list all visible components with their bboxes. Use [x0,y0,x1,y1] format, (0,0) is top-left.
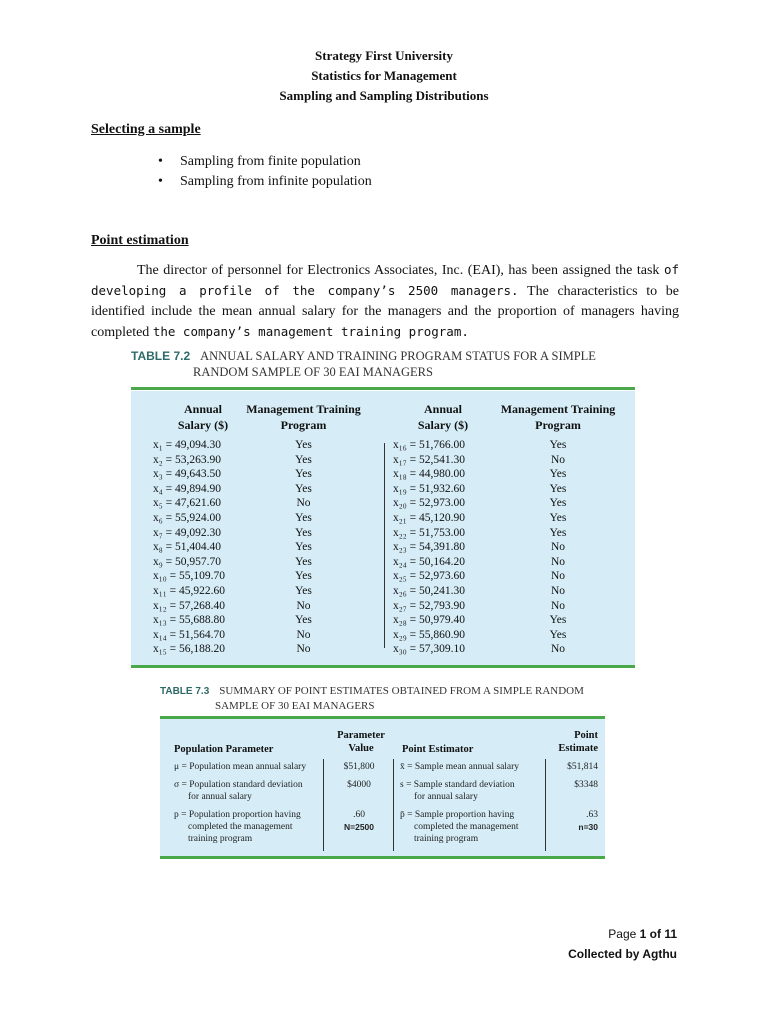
table-cell: Yes [295,584,312,597]
table72-title-line2: RANDOM SAMPLE OF 30 EAI MANAGERS [193,365,433,379]
bullet-item: • Sampling from infinite population [158,172,372,192]
column-divider [545,759,546,851]
table-cell: x₆ = 55,924.00 [153,511,221,524]
population-size: N=2500 [343,822,374,832]
para-text: The characteristics to be identified include the mean annual salary for the managers and the proportion of managers having completed [91,284,679,340]
table-cell: x₂₃ = 54,391.80 [393,541,466,554]
header-line: Point [574,730,598,741]
header-line: Value [348,743,374,754]
table-cell: Yes [295,453,312,466]
pop-std-value: $4000 [347,780,371,790]
cell-line: for annual salary [188,792,252,802]
col-header: Salary ($) [417,418,469,432]
table-cell: x₂₁ = 45,120.90 [393,511,466,524]
header-line: Estimate [558,743,598,754]
pop-std [174,779,303,803]
table-cell: Yes [549,497,567,510]
table-cell: Yes [549,511,567,524]
table-cell: No [296,497,311,510]
table-cell: Yes [549,468,567,481]
table-cell: x₂₂ = 51,753.00 [393,526,466,539]
table-cell: x₁₉ = 51,932.60 [393,482,466,495]
table-cell: No [550,599,566,612]
table72-label: TABLE 7.2 [131,349,191,363]
salary-values [393,438,493,657]
table-cell: Yes [295,570,312,583]
para-text: The director of personnel for Electronics Associates, Inc. (EAI), has been assigned the task [137,263,660,278]
table-cell: No [550,453,566,466]
table-cell: No [296,628,311,641]
page-total: 11 [664,927,677,941]
sample-std [400,779,515,803]
cell-line: for annual salary [414,792,478,802]
column-divider [384,443,385,648]
table-cell: Yes [549,482,567,495]
table72-top-rule [131,387,635,390]
bullet-item: • Sampling from finite population [158,152,372,172]
table-cell: No [550,643,566,656]
col-header: Program [280,418,327,432]
para-text-mono: of developing a profile of the company’s 2500 managers. [91,262,679,298]
page-prefix: Page [608,927,640,941]
table-cell: x₃ = 49,643.50 [153,468,221,481]
table72 [131,391,635,665]
pop-proportion-value [328,809,390,833]
table73-title-line2: SAMPLE OF 30 EAI MANAGERS [215,700,375,712]
table72-bottom-rule [131,665,635,668]
table-cell: x₁₀ = 55,109.70 [153,570,226,583]
table-cell: x₂₅ = 52,973.60 [393,570,466,583]
table-cell: x₈ = 51,404.40 [153,541,221,554]
table-cell: x₁₅ = 56,188.20 [153,643,226,656]
table-cell: x₁₄ = 51,564.70 [153,628,226,641]
table-cell: Yes [295,614,312,627]
table-cell: x₁₃ = 55,688.80 [153,614,226,627]
table-cell: Yes [549,526,567,539]
cell-line: p = Population proportion having [174,810,301,820]
table-cell: x₂₇ = 52,793.90 [393,599,466,612]
col-header: Program [535,418,581,432]
section-title-point-estimation: Point estimation [91,233,189,248]
cell-line: s = Sample standard deviation [400,780,515,790]
table-cell: x₁₂ = 57,268.40 [153,599,226,612]
table-cell: No [550,570,566,583]
cell-line: completed the management [188,822,293,832]
cell-line: .60 [353,810,365,820]
table-cell: Yes [295,541,312,554]
salary-values [153,438,253,657]
header-line: Parameter [337,730,385,741]
table-cell: Yes [295,555,312,568]
col-header-point-estimate [542,729,598,755]
table-cell: x₁₇ = 52,541.30 [393,453,466,466]
col-header-point-estimator: Point Estimator [402,744,474,755]
topic-title: Sampling and Sampling Distributions [279,88,489,103]
col-header: Salary ($) [177,418,229,432]
course-name: Statistics for Management [311,68,457,83]
table73-title-line1: SUMMARY OF POINT ESTIMATES OBTAINED FROM A SIMPLE RANDOM [219,685,584,697]
col-header-param-value [328,729,394,755]
col-header: Annual [423,402,463,416]
table73-label: TABLE 7.3 [160,686,210,697]
table-cell: x₂₈ = 50,979.40 [393,614,466,627]
table-cell: x₂₄ = 50,164.20 [393,555,466,568]
document-header [0,46,768,106]
table-cell: No [296,643,311,656]
col-header: Management Training [246,402,361,416]
table-cell: x₁ = 49,094.30 [153,439,221,451]
sampling-bullet-list [158,152,372,192]
table-cell: x₁₈ = 44,980.00 [393,468,466,481]
intro-paragraph [91,260,679,343]
table-cell: x₂₉ = 55,860.90 [393,628,466,641]
pop-mean: μ = Population mean annual salary [174,762,307,772]
table72-right-program-col [493,401,623,657]
cell-line: σ = Population standard deviation [174,780,303,790]
para-text-mono: the company’s management training program. [152,324,469,339]
page-current: 1 [639,927,647,941]
table72-caption [131,348,596,380]
table-cell: x₄ = 49,894.90 [153,482,221,495]
table72-right-salary-col [393,401,493,657]
table-cell: x₅ = 47,621.60 [153,497,221,510]
university-name: Strategy First University [315,48,453,63]
column-divider [323,759,324,851]
col-header-pop-param: Population Parameter [174,744,274,755]
table72-title-line1: ANNUAL SALARY AND TRAINING PROGRAM STATUS FOR A SIMPLE [200,349,596,363]
sample-mean: x̄ = Sample mean annual salary [400,762,520,772]
table-cell: Yes [295,526,312,539]
page-of: of [646,927,665,941]
cell-line: .63 [586,810,598,820]
section-title-selecting: Selecting a sample [91,122,201,137]
col-header: Management Training [500,402,616,416]
collected-by: Collected by Agthu [568,947,677,961]
sample-proportion-estimate [550,809,598,833]
cell-line: training program [414,834,479,844]
table-cell: x₁₁ = 45,922.60 [153,584,226,597]
table73-bottom-rule [160,856,605,859]
table-cell: No [296,599,311,612]
sample-proportion [400,809,518,845]
sample-mean-estimate: $51,814 [567,762,598,772]
table-cell: No [550,541,566,554]
table-cell: No [550,584,566,597]
program-values [493,438,623,657]
table72-left-salary-col [153,401,253,657]
table-cell: x₇ = 49,092.30 [153,526,221,539]
table-cell: Yes [549,614,567,627]
table-cell: x₃₀ = 57,309.10 [393,643,466,656]
pop-mean-value: $51,800 [343,762,375,772]
cell-line: training program [188,834,253,844]
cell-line: p̄ = Sample proportion having [400,810,515,820]
page-number [568,924,677,944]
table-cell: No [550,555,566,568]
table72-left-program-col [241,401,366,657]
program-values [241,438,366,657]
table-cell: x₁₆ = 51,766.00 [393,439,466,451]
page-footer [568,924,677,964]
sample-std-estimate: $3348 [574,780,598,790]
sample-size: n=30 [578,822,598,832]
table-cell: Yes [295,482,312,495]
col-header: Annual [183,402,223,416]
table-cell: Yes [549,439,567,451]
table-cell: Yes [549,628,567,641]
table-cell: x₂ = 53,263.90 [153,453,221,466]
column-divider [393,759,394,851]
table-cell: x₉ = 50,957.70 [153,555,221,568]
table73-caption [160,684,584,713]
table-cell: Yes [295,468,312,481]
table-cell: Yes [295,439,312,451]
table73 [160,719,605,856]
cell-line: completed the management [414,822,519,832]
pop-proportion [174,809,301,845]
table-cell: x₂₆ = 50,241.30 [393,584,466,597]
table-cell: Yes [295,511,312,524]
table-cell: x₂₀ = 52,973.00 [393,497,466,510]
